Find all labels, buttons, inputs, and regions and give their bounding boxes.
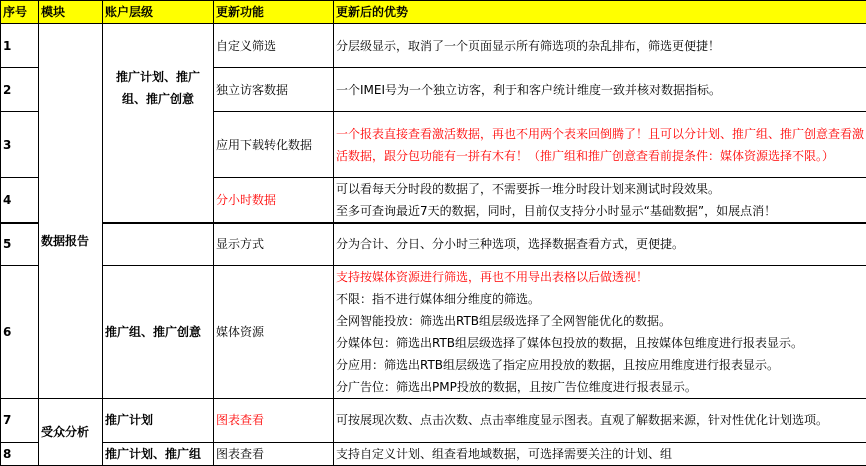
advantage-line: 可以看每天分时段的数据了，不需要拆一堆分时段计划来测试时段效果。 (336, 178, 864, 200)
table-row (1, 223, 866, 265)
header-feature[interactable]: 更新功能 (214, 1, 334, 24)
advantage-text: 可按展现次数、点击次数、点击率维度显示图表。直观了解数据来源，针对性优化计划选项。 (336, 413, 828, 427)
row-number[interactable]: 6 (1, 265, 39, 398)
header-account-level[interactable]: 账户层级 (103, 1, 214, 24)
header-row (1, 1, 866, 24)
account-level-cell[interactable]: 推广组、推广创意 (103, 265, 214, 398)
account-level-cell[interactable] (103, 223, 214, 265)
advantage-cell[interactable]: 一个IMEI号为一个独立访客，利于和客户统计维度一致并核对数据指标。 (334, 68, 866, 112)
advantage-line: 不限：指不进行媒体细分维度的筛选。 (336, 288, 864, 310)
table-row (1, 265, 866, 398)
feature-cell[interactable]: 独立访客数据 (214, 68, 334, 112)
table-row (1, 398, 866, 442)
module-cell[interactable]: 受众分析 (39, 398, 103, 465)
account-level-text: 推广计划、推广组、推广创意 (116, 70, 200, 106)
feature-cell[interactable]: 图表查看 (214, 442, 334, 465)
table-row (1, 24, 866, 68)
row-number[interactable]: 2 (1, 68, 39, 112)
table-row (1, 442, 866, 465)
advantage-cell[interactable]: 分层级显示，取消了一个页面显示所有筛选项的杂乱排布，筛选更便捷！ (334, 24, 866, 68)
row-number[interactable]: 7 (1, 398, 39, 442)
header-no[interactable]: 序号 (1, 1, 39, 24)
advantage-cell[interactable] (334, 178, 866, 224)
advantage-line: 支持按媒体资源进行筛选，再也不用导出表格以后做透视！ (336, 266, 864, 288)
advantage-cell[interactable] (334, 398, 866, 442)
advantage-line: 分应用：筛选出RTB组层级选了指定应用投放的数据，且按应用维度进行报表显示。 (336, 354, 864, 376)
advantage-cell[interactable]: 支持自定义计划、组查看地域数据，可选择需要关注的计划、组 (334, 442, 866, 465)
account-level-cell[interactable]: 推广计划、推广组 (103, 442, 214, 465)
feature-cell[interactable]: 显示方式 (214, 223, 334, 265)
feature-cell[interactable]: 应用下载转化数据 (214, 112, 334, 178)
advantage-cell[interactable] (334, 265, 866, 398)
advantage-line: 至多可查询最近7天的数据，同时，目前仅支持分小时显示“基础数据”，如展点消！ (336, 200, 864, 222)
account-level-cell[interactable] (103, 24, 214, 224)
advantage-line: 分媒体包：筛选出RTB组层级选择了媒体包投放的数据，且按媒体包维度进行报表显示。 (336, 332, 864, 354)
advantage-line: 分广告位：筛选出PMP投放的数据，且按广告位维度进行报表显示。 (336, 376, 864, 398)
feature-cell[interactable]: 媒体资源 (214, 265, 334, 398)
advantage-text: 一个报表直接查看激活数据，再也不用两个表来回倒腾了！且可以分计划、推广组、推广创意查看激活数据，跟分包功能有一拼有木有！（推广组和推广创意查看前提条件：媒体资源选择不限。） (336, 127, 864, 163)
feature-cell[interactable]: 分小时数据 (214, 178, 334, 224)
row-number[interactable]: 4 (1, 178, 39, 224)
advantage-cell[interactable] (334, 112, 866, 178)
header-advantage[interactable]: 更新后的优势 (334, 1, 866, 24)
feature-cell[interactable]: 自定义筛选 (214, 24, 334, 68)
row-number[interactable]: 8 (1, 442, 39, 465)
advantage-cell[interactable]: 分为合计、分日、分小时三种选项，选择数据查看方式，更便捷。 (334, 223, 866, 265)
feature-cell[interactable]: 图表查看 (214, 398, 334, 442)
advantage-line: 全网智能投放：筛选出RTB组层级选择了全网智能优化的数据。 (336, 310, 864, 332)
row-number[interactable]: 3 (1, 112, 39, 178)
row-number[interactable]: 1 (1, 24, 39, 68)
row-number[interactable]: 5 (1, 223, 39, 265)
header-module[interactable]: 模块 (39, 1, 103, 24)
account-level-cell[interactable]: 推广计划 (103, 398, 214, 442)
module-cell[interactable]: 数据报告 (39, 24, 103, 399)
